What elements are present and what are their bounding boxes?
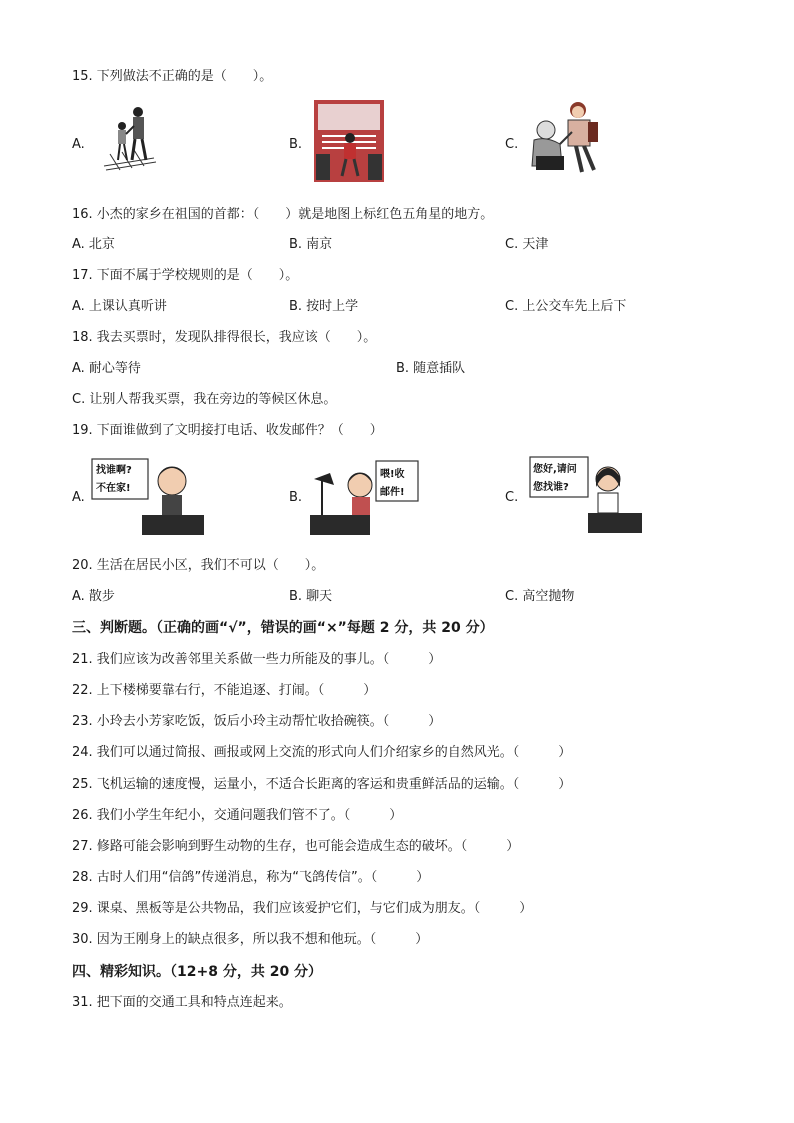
q20-stem: 20. 生活在居民小区，我们不可以（ ）。 bbox=[72, 558, 325, 573]
q18-option-b: B. 随意插队 bbox=[396, 361, 466, 376]
q19-a-bubble-line2: 不在家! bbox=[96, 483, 131, 494]
q20-option-c: C. 高空抛物 bbox=[505, 589, 575, 604]
q17-option-b: B. 按时上学 bbox=[289, 299, 359, 314]
q31-stem: 31. 把下面的交通工具和特点连起来。 bbox=[72, 995, 292, 1010]
q15-option-c-label: C. bbox=[505, 137, 519, 152]
q15-option-a-label: A. bbox=[72, 137, 85, 152]
judgment-item: 26. 我们小学生年纪小，交通问题我们管不了。（ ） bbox=[72, 808, 403, 823]
q16-option-b: B. 南京 bbox=[289, 237, 333, 252]
q19-option-b-label: B. bbox=[289, 490, 303, 505]
section-3-title: 三、判断题。（正确的画“√”，错误的画“×”每题 2 分，共 20 分） bbox=[72, 620, 494, 636]
q17-stem: 17. 下面不属于学校规则的是（ ）。 bbox=[72, 268, 299, 283]
q16-option-c: C. 天津 bbox=[505, 237, 549, 252]
q19-c-bubble-line2: 您找谁? bbox=[533, 482, 569, 493]
q19-c-bubble-line1: 您好,请问 bbox=[533, 464, 577, 475]
q19-b-bubble-line2: 邮件! bbox=[380, 487, 405, 498]
q18-option-a: A. 耐心等待 bbox=[72, 361, 141, 376]
q15-image-a-crosswalk-help bbox=[100, 104, 158, 172]
judgment-item: 23. 小玲去小芳家吃饭，饭后小玲主动帮忙收拾碗筷。（ ） bbox=[72, 714, 442, 729]
judgment-item: 25. 飞机运输的速度慢，运量小，不适合长距离的客运和贵重鲜活品的运输。（ ） bbox=[72, 777, 572, 792]
q18-option-c: C. 让别人帮我买票，我在旁边的等候区休息。 bbox=[72, 392, 337, 407]
judgment-item: 24. 我们可以通过简报、画报或网上交流的形式向人们介绍家乡的自然风光。（ ） bbox=[72, 745, 572, 760]
q18-stem: 18. 我去买票时，发现队排得很长，我应该（ ）。 bbox=[72, 330, 377, 345]
q19-option-a-label: A. bbox=[72, 490, 85, 505]
q16-stem: 16. 小杰的家乡在祖国的首都：（ ）就是地图上标红色五角星的地方。 bbox=[72, 207, 494, 222]
section-4-title: 四、精彩知识。（12+8 分，共 20 分） bbox=[72, 964, 323, 980]
q19-image-c-polite-phone bbox=[528, 455, 644, 537]
q19-a-bubble-line1: 找谁啊? bbox=[96, 465, 132, 476]
q20-option-a: A. 散步 bbox=[72, 589, 115, 604]
q15-image-b-truck bbox=[314, 100, 384, 182]
judgment-item: 22. 上下楼梯要靠右行，不能追逐、打闹。（ ） bbox=[72, 683, 377, 698]
q17-option-a: A. 上课认真听讲 bbox=[72, 299, 167, 314]
judgment-item: 29. 课桌、黑板等是公共物品，我们应该爱护它们，与它们成为朋友。（ ） bbox=[72, 901, 533, 916]
q19-stem: 19. 下面谁做到了文明接打电话、收发邮件？（ ） bbox=[72, 423, 383, 438]
q15-stem: 15. 下列做法不正确的是（ ）。 bbox=[72, 69, 273, 84]
q15-option-b-label: B. bbox=[289, 137, 303, 152]
q16-option-a: A. 北京 bbox=[72, 237, 115, 252]
q17-option-c: C. 上公交车先上后下 bbox=[505, 299, 627, 314]
q19-image-b-phone-desk bbox=[308, 457, 420, 537]
judgment-item: 27. 修路可能会影响到野生动物的生存，也可能会造成生态的破坏。（ ） bbox=[72, 839, 520, 854]
q20-option-b: B. 聊天 bbox=[289, 589, 333, 604]
q19-option-c-label: C. bbox=[505, 490, 519, 505]
q15-image-c-help-elder bbox=[526, 100, 608, 176]
q19-b-bubble-line1: 喂!收 bbox=[380, 469, 405, 480]
q19-image-a-rude-phone bbox=[90, 455, 206, 537]
judgment-item: 21. 我们应该为改善邻里关系做一些力所能及的事儿。（ ） bbox=[72, 652, 442, 667]
judgment-item: 28. 古时人们用“信鸽”传递消息，称为“飞鸽传信”。（ ） bbox=[72, 870, 430, 885]
judgment-item: 30. 因为王刚身上的缺点很多，所以我不想和他玩。（ ） bbox=[72, 932, 429, 947]
